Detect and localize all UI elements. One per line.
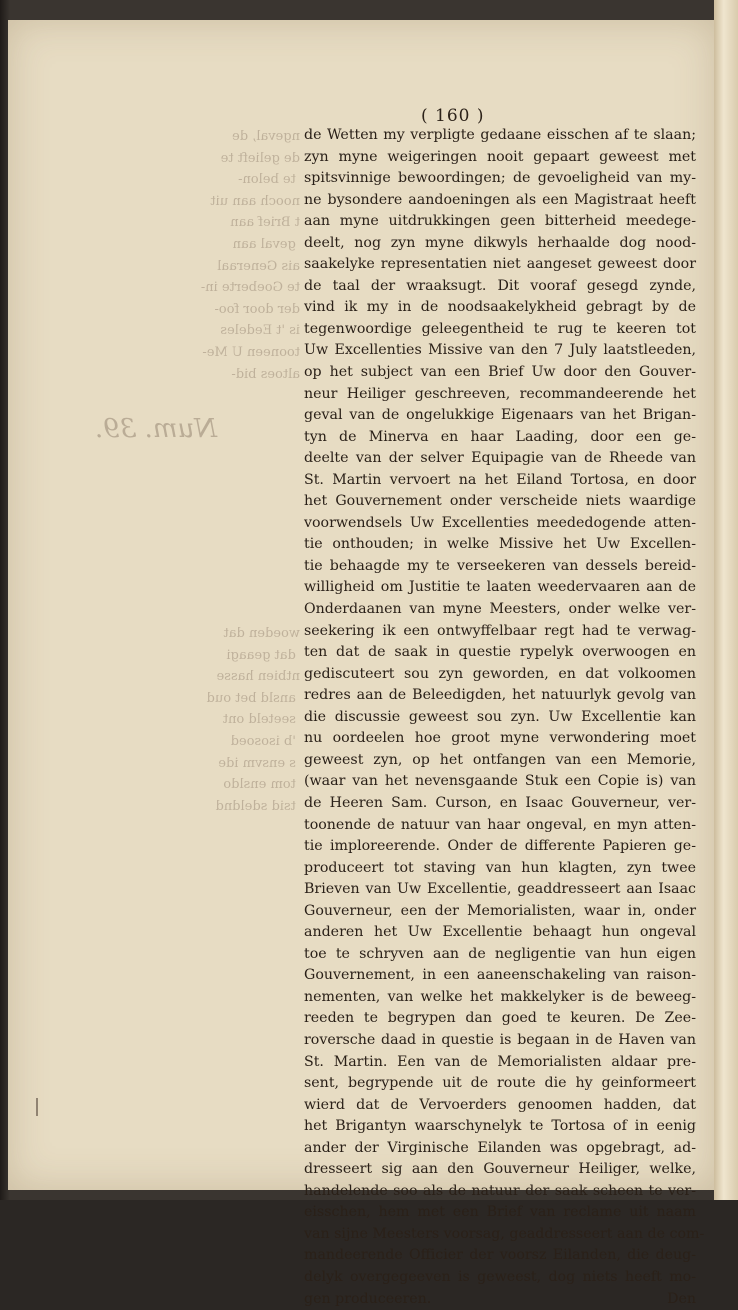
text-line: eisschen, hem met een Brief van reclame uit naam bbox=[304, 1204, 696, 1221]
text-line: tie onthouden; in welke Missive het Uw Excellen- bbox=[304, 536, 696, 553]
body-text bbox=[304, 125, 705, 1310]
last-line bbox=[304, 1289, 696, 1310]
text-line: wierd dat de Vervoerders genoomen hadden, dat bbox=[304, 1096, 696, 1113]
text-line: Gouvernement, in een aaneenschakeling van raison- bbox=[304, 967, 696, 984]
show-through-text-low: woeden dat dat geaagi ntbien hasse ansld bet oud seeteld ont 'b isosoed s ensvm ide tom ensldo tsid sdeldnd bbox=[206, 626, 300, 814]
text-line: gediscuteert sou zyn geworden, en dat volkoomen bbox=[304, 665, 696, 682]
text-line: deelte van der selver Equipagie van de Rheede van bbox=[304, 450, 696, 467]
text-line: (waar van het nevensgaande Stuk een Copie is) van bbox=[304, 773, 696, 790]
text-line: nu oordeelen hoe groot myne verwondering moet bbox=[304, 730, 696, 747]
text-line: van sijne Meesters voorsag, geaddresseert aan de com- bbox=[304, 1225, 705, 1242]
text-line: die discussie geweest sou zyn. Uw Excellentie kan bbox=[304, 708, 696, 725]
text-line: de Wetten my verpligte gedaane eisschen af te slaan; bbox=[304, 127, 696, 143]
text-line: willigheid om Justitie te laaten weedervaaren aan de bbox=[304, 579, 696, 596]
text-line: ander der Virginische Eilanden was opgebragt, ad- bbox=[304, 1139, 696, 1156]
text-line: roversche daad in questie is begaan in de Haven van bbox=[304, 1031, 696, 1048]
text-line: het Gouvernement onder verscheide niets waardige bbox=[304, 493, 696, 510]
text-line: reeden te begrypen dan goed te keuren. De Zee- bbox=[304, 1010, 696, 1027]
text-line: geweest zyn, op het ontfangen van een Memorie, bbox=[304, 751, 696, 768]
text-line: aan myne uitdrukkingen geen bitterheid meedege- bbox=[304, 213, 696, 230]
text-line: toonende de natuur van haar ongeval, en myn atten- bbox=[304, 816, 696, 833]
text-line: deelt, nog zyn myne dikwyls herhaalde dog nood- bbox=[304, 234, 696, 251]
page-number: ( 160 ) bbox=[421, 106, 485, 126]
text-line: anderen het Uw Excellentie behaagt hun ongeval bbox=[304, 924, 696, 941]
text-line: tyn de Minerva en haar Laading, door een ge- bbox=[304, 428, 696, 445]
text-line: tegenwoordige geleegentheid te rug te keeren tot bbox=[304, 320, 696, 337]
text-line: St. Martin. Een van de Memorialisten aldaar pre- bbox=[304, 1053, 696, 1070]
last-line-text: gen produceeren. bbox=[304, 1290, 432, 1307]
margin-pencil-mark bbox=[36, 1098, 38, 1116]
text-line: toe te schryven aan de negligentie van hun eigen bbox=[304, 945, 696, 962]
catchword: Den bbox=[667, 1290, 696, 1307]
next-page-edge bbox=[714, 0, 738, 1200]
text-line: nementen, van welke het makkelyker is de beweeg- bbox=[304, 988, 696, 1005]
text-line: geval van de ongelukkige Eigenaars van het Brigan- bbox=[304, 407, 696, 424]
text-line: de taal der wraaksugt. Dit vooraf gesegd zynde, bbox=[304, 277, 696, 294]
text-line: zyn myne weigeringen nooit gepaart geweest met bbox=[304, 148, 696, 165]
text-line: seekering ik een ontwyffelbaar regt had te verwag- bbox=[304, 622, 696, 639]
text-line: voorwendsels Uw Excellenties meededogende atten- bbox=[304, 514, 696, 531]
text-line: delyk overgegeeven is geweest, dog niets heeft mo- bbox=[304, 1268, 696, 1285]
text-line: Onderdaanen van myne Meesters, onder welke ver- bbox=[304, 601, 696, 618]
text-line: handelende soo als de natuur der saak scheen te ver- bbox=[304, 1182, 696, 1199]
text-line: neur Heiliger geschreeven, recommandeerende het bbox=[304, 385, 696, 402]
text-line: St. Martin vervoert na het Eiland Tortosa, en door bbox=[304, 471, 696, 488]
text-line: de Heeren Sam. Curson, en Isaac Gouverneur, ver- bbox=[304, 794, 696, 811]
text-line: tie behaagde my te verseekeren van dessels bereid- bbox=[304, 557, 696, 574]
text-line: produceert tot staving van hun klagten, zyn twee bbox=[304, 859, 696, 876]
show-through-number: Num. 39. bbox=[95, 414, 218, 444]
text-line: Brieven van Uw Excellentie, geaddresseert aan Isaac bbox=[304, 881, 696, 898]
text-line: ne bysondere aandoeningen als een Magistraat heeft bbox=[304, 191, 696, 208]
text-line: saakelyke representatien niet aangeset geweest door bbox=[304, 256, 696, 273]
text-line: Gouverneur, een der Memorialisten, waar in, onder bbox=[304, 902, 696, 919]
text-line: tie imploreerende. Onder de differente Papieren ge- bbox=[304, 838, 696, 855]
text-line: sent, begrypende uit de route die hy geinformeert bbox=[304, 1075, 696, 1092]
text-line: ten dat de saak in questie rypelyk overwoogen en bbox=[304, 644, 696, 661]
text-line: het Brigantyn waarschynelyk te Tortosa of in eenig bbox=[304, 1118, 696, 1135]
text-line: Uw Excellenties Missive van den 7 July laatstleeden, bbox=[304, 342, 696, 359]
text-line: spitsvinnige bewoordingen; de gevoeligheid van my- bbox=[304, 170, 696, 187]
text-line: op het subject van een Brief Uw door den Gouver- bbox=[304, 364, 696, 381]
text-line: dresseert sig aan den Gouverneur Heiliger, welke, bbox=[304, 1161, 696, 1178]
text-line: vind ik my in de noodsaakelykheid gebragt by de bbox=[304, 299, 696, 316]
show-through-text-top: ngeval, de de gelieft te te belon- nooch aan uit t Brief aan geval aan ais Generaal te Goeberte in- der door foo- is 't Eedeles tooneen U Me- altoes bid- bbox=[200, 129, 300, 382]
text-line: redres aan de Beleedigden, het natuurlyk gevolg van bbox=[304, 687, 696, 704]
text-line: mandeerende Officier der voorsz Eilanden, die deug- bbox=[304, 1247, 696, 1264]
